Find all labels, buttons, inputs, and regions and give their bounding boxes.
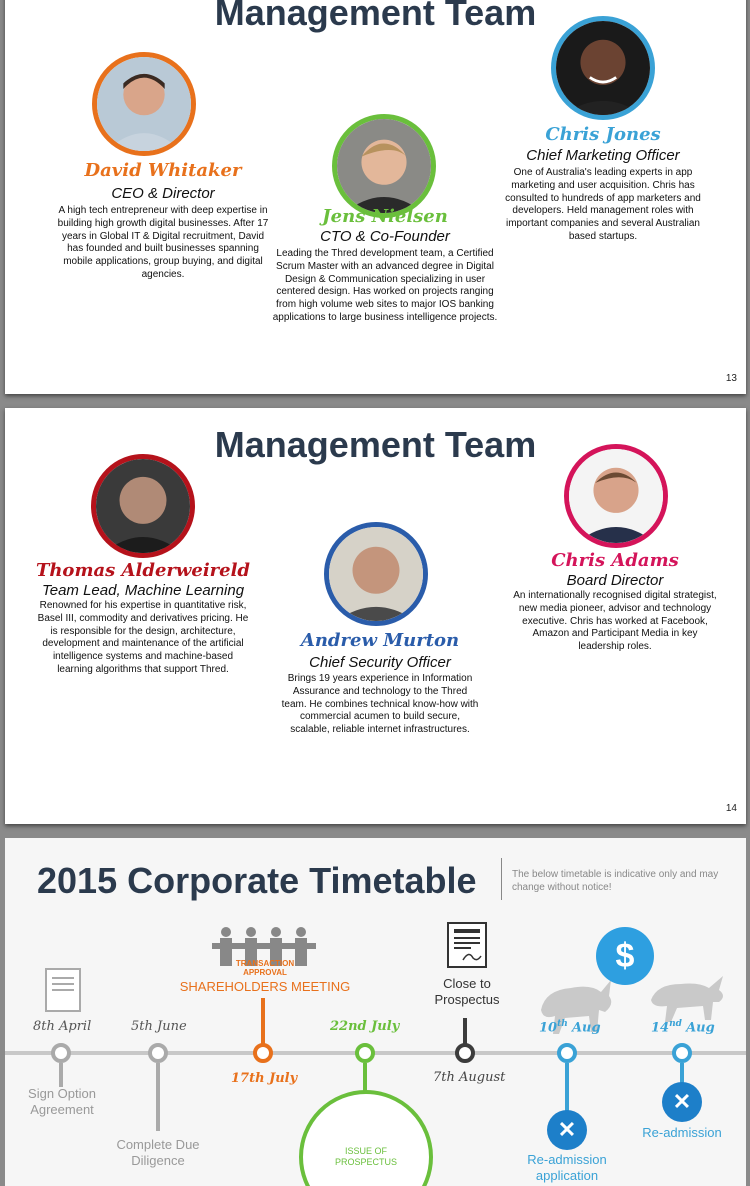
member-name: Jens Nielsen [322,206,448,227]
divider [501,858,502,900]
member-card [55,52,271,302]
person-photo-icon [556,21,650,115]
timeline-node [672,1043,692,1063]
member-card [280,522,480,762]
transaction-approval-label: TRANSACTION APPROVAL [235,959,295,977]
event-label: Re-admission [642,1125,722,1140]
event-label: Sign Option Agreement [28,1086,96,1117]
person-photo-icon [329,527,423,621]
member-card [510,444,720,664]
event-label: ISSUE OF PROSPECTUS [334,1146,397,1167]
timeline-stem [156,1063,160,1131]
timeline-node [253,1043,273,1063]
timeline-stem [463,1018,467,1044]
timeline-stem [261,998,265,1044]
timeline-node [557,1043,577,1063]
avatar [551,16,655,120]
avatar [324,522,428,626]
member-bio: Renowned for his expertise in quantitative risk, Basel III, commodity and derivatives pricing. He is responsible for the design, architecture, development and maintenance of the artificial intelligence systems and machine-based learning algorithms that support Thred. [37,600,249,675]
shareholders-meeting-label: SHAREHOLDERS MEETING [179,979,351,994]
date-label: 17th July [231,1071,298,1086]
timeline-stem [565,1063,569,1113]
person-photo-icon [97,57,191,151]
date-label: 22nd July [330,1019,400,1034]
avatar [564,444,668,548]
person-photo-icon [96,459,190,553]
member-name: Chris Jones [545,124,661,145]
date-label: 14nd Aug [651,1019,715,1036]
member-bio: An internationally recognised digital strategist, new media pioneer, advisor and technology executive. Chris has worked at Facebook, Amazon and Participant Media in key leadership roles. [513,590,717,653]
member-bio: Leading the Thred development team, a Certified Scrum Master with an advanced degree in Digital Design & Communication specializing in user centered design. Has worked on projects ranging from high volume web sites to major IOS banking applications to large business intelligence projects. [272,248,498,323]
document-icon [45,968,81,1012]
page-number: 13 [725,373,737,384]
event-label: Re-admission application [527,1152,607,1183]
page-title: Management Team [214,424,537,465]
disclaimer-note: The below timetable is indicative only and may change without notice! [512,869,719,893]
member-name: Thomas Alderweireld [35,560,251,581]
page-number: 14 [725,803,737,814]
prospectus-circle [299,1090,433,1186]
date-label: 7th August [433,1070,506,1085]
member-name: Chris Adams [551,550,679,571]
page-title: 2015 Corporate Timetable [37,860,477,901]
person-photo-icon [569,449,663,543]
date-label: 8th April [33,1019,92,1034]
member-bio: One of Australia's leading experts in app marketing and user acquisition. Chris has consulted to hundreds of app marketers and developers. Held management roles with important companies and several Australian based startups. [505,167,701,242]
avatar [332,114,436,218]
slide-14 [5,408,746,824]
member-role: Chief Marketing Officer [526,147,680,164]
person-photo-icon [337,119,431,213]
timeline-stem [59,1063,63,1087]
member-role: Chief Security Officer [309,654,451,671]
timetable-slide [5,838,746,1186]
event-label: Complete Due Diligence [116,1137,200,1168]
member-name: Andrew Murton [300,630,460,651]
member-role: CTO & Co-Founder [320,228,450,245]
timeline-node [51,1043,71,1063]
member-bio: A high tech entrepreneur with deep expertise in building high growth digital businesses. After 17 years in Global IT & Digital recruitment, David has founded and built businesses spanning mobile applications, group buying, and digital agencies. [57,205,269,280]
page-title: Management Team [214,0,537,33]
member-role: Board Director [566,572,664,589]
asx-icon: ✕ [547,1110,587,1150]
bull-icon [647,972,729,1024]
member-role: CEO & Director [111,185,215,202]
member-card [35,454,251,714]
asx-icon: ✕ [662,1082,702,1122]
timeline-stem [363,1063,367,1093]
close-prospectus-label: Close to Prospectus [434,976,500,1007]
dollar-icon: $ [596,927,654,985]
timeline-node [455,1043,475,1063]
member-card [498,16,708,266]
member-card [270,114,500,364]
prospectus-icon [447,922,487,968]
member-bio: Brings 19 years experience in Information Assurance and technology to the Thred team. He combines technical know-how with commercial acumen to build secure, scalable, reliable internet infrastructures. [281,673,479,736]
avatar [92,52,196,156]
date-label: 5th June [131,1019,187,1034]
member-role: Team Lead, Machine Learning [41,582,245,599]
timeline-node [355,1043,375,1063]
avatar [91,454,195,558]
timeline-stem [680,1063,684,1083]
member-name: David Whitaker [84,160,242,181]
timeline-bar [5,1051,746,1055]
timeline-node [148,1043,168,1063]
date-label: 10th Aug [539,1019,601,1036]
slide-13 [5,0,746,394]
